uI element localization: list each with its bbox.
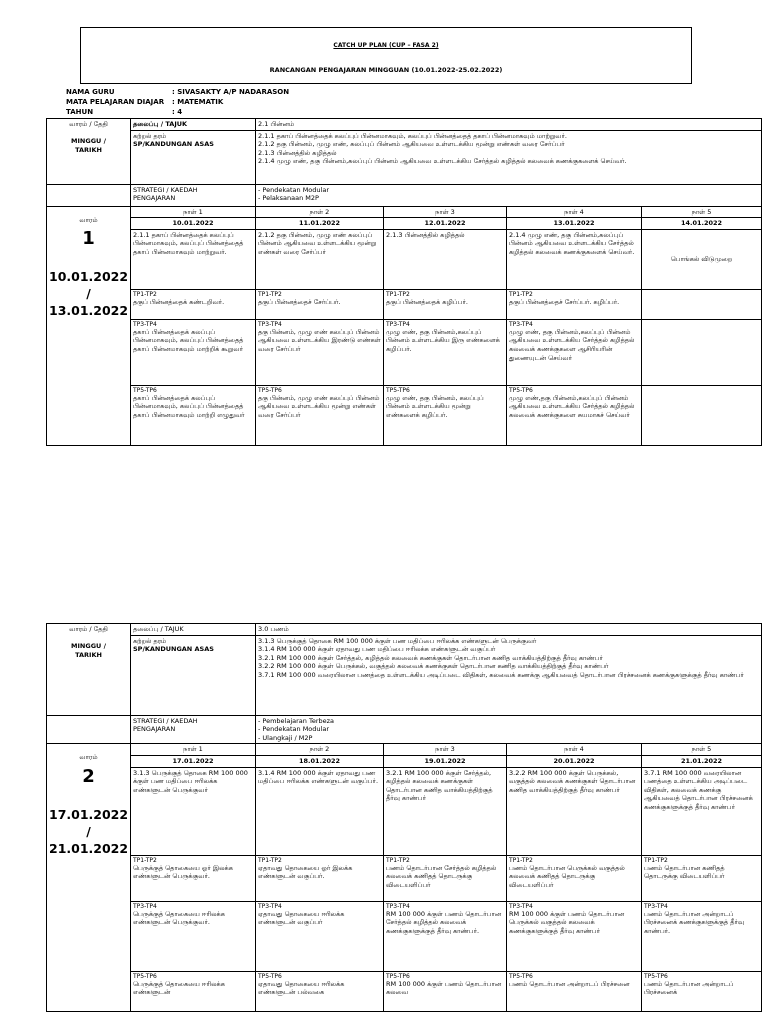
week-date-from: 10.01.2022 (49, 269, 129, 285)
tp-cell (256, 385, 384, 445)
table-row (47, 855, 762, 901)
tp-cell (507, 289, 642, 319)
day-label: நாள் 4 (507, 744, 642, 756)
day-date: 13.01.2022 (507, 218, 642, 230)
table-row (47, 130, 762, 184)
table-row (47, 901, 762, 971)
tp-label: TP1-TP2 (509, 856, 533, 864)
tp-cell (642, 971, 762, 1011)
list-item: 2.1.2 தகு பின்னம், முழு எண், கலப்புப் பின்னம் ஆகியவை உள்ளடக்கிய மூன்று எண்கள் வரை சேர்ப்பர் (258, 140, 565, 149)
tp-text: RM 100 000 க்குள் பணம் தொடர்பான சேர்த்தல் கழித்தல் கலவைக் கணக்குகளுக்குத் தீர்வு காண்பர். (386, 909, 502, 935)
tp-label: TP5-TP6 (644, 972, 668, 980)
tp-text: முழு எண், தகு பின்னம்,கலப்புப் பின்னம் உள்ளடக்கிய இரு எண்களைக் கழிப்பர். (386, 327, 500, 353)
tp-cell (642, 385, 762, 445)
tp-cell (131, 855, 256, 901)
tp-label: TP3-TP4 (386, 902, 410, 910)
week-number: 1 (82, 228, 95, 250)
tp-text: பணம் தொடர்பான அன்றாடப் பிரச்சனைக் (644, 979, 734, 997)
tp-text: பெருக்குத் தொகையை ஓர் இலக்க எண்களுடன் பெருக்குவர். (133, 863, 233, 881)
tp-text: ஏதாவது தொகையை ஈரிலக்க எண்களுடன் வகுப்பர் (258, 909, 345, 927)
tp-cell (384, 971, 507, 1011)
tp-text: தகுப் பின்னத்தைச் சேர்ப்பர். கழிப்பர். (509, 297, 620, 306)
tp-cell (507, 901, 642, 971)
day-date: 14.01.2022 (642, 218, 762, 230)
standard-cell: 3.2.1 RM 100 000 க்குள் சேர்த்தல், கழித்தல் கலவைக் கணக்குகள் தொடர்பான கணித வாக்கியத்திற்குத் தீர்வு காண்பர் (384, 767, 507, 855)
tp-text: முழு எண், தகு பின்னம்,கலப்புப் பின்னம் ஆகியவை உள்ளடக்கிய சேர்த்தல் கழித்தல் கலவைக் கணக்குகளை ஆசிரியரின் துணையுடன் செய்வர் (509, 327, 635, 362)
table-row (47, 715, 762, 744)
tp-label: TP3-TP4 (258, 320, 282, 328)
spacer (49, 788, 128, 806)
standard-cell: 2.1.2 தகு பின்னம், முழு எண் கலப்புப் பின்னம் ஆகியவை உள்ளடக்கிய மூன்று எண்கள் வரை சேர்ப்பர் (256, 229, 384, 289)
empty-cell (47, 184, 131, 206)
standard-cell: 3.2.2 RM 100 000 க்குள் பெருக்கல், வகுத்தல் கலவைக் கணக்குகள் தொடர்பான கணித வாக்கியத்திற்குத் தீர்வு காண்பர் (507, 767, 642, 855)
tp-cell (131, 901, 256, 971)
day-date: 19.01.2022 (384, 755, 507, 767)
day-label: நாள் 2 (256, 744, 384, 756)
info-mata-pelajaran (66, 98, 223, 106)
week-header-cell (47, 624, 131, 716)
minggu-ta-label: வாரம் (79, 215, 98, 224)
strategi-label-1: STRATEGI / KAEDAH (133, 185, 198, 194)
strategi-value (256, 715, 762, 744)
header-title-rpm: RANCANGAN PENGAJARAN MINGGUAN (10.01.2022-25.02.2022) (269, 66, 503, 74)
tajuk-label: தலைப்பு / TAJUK (131, 624, 256, 636)
table-row (47, 385, 762, 445)
tp-cell (131, 289, 256, 319)
tp-text: ஏதாவது தொகையை ஈரிலக்க எண்களுடன் பல்வகை (258, 979, 345, 997)
info-value: : 4 (172, 108, 183, 116)
tp-cell (256, 319, 384, 385)
tp-text: தகுப் பின்னத்தைக் கண்டறிவர். (133, 297, 225, 306)
sp-label: SP/KANDUNGAN ASAS (133, 645, 214, 654)
strategi-label-2: PENGAJARAN (133, 725, 176, 734)
tp-label: TP1-TP2 (386, 290, 410, 298)
week-header-label: வாரம் / தேதி (69, 120, 108, 128)
tp-text: முழு எண்,தகு பின்னம்,கலப்புப் பின்னம் ஆகியவை உள்ளடக்கிய சேர்த்தல் கழித்தல் கலவைக் கணக்குகளை சுயமாகச் செய்வர் (509, 393, 635, 419)
info-label: MATA PELAJARAN DIAJAR (66, 98, 165, 106)
list-item: 2.1.3 பின்னத்தில் கழித்தல் (258, 148, 337, 157)
tp-cell (131, 385, 256, 445)
tp-text: தகு பின்னம், முழு எண் கலப்புப் பின்னம் ஆகியவை உள்ளடக்கிய இரண்டு எண்கள் வரை சேர்ப்பர் (258, 327, 381, 353)
week-date-to: 21.01.2022 (49, 840, 129, 856)
tp-text: தகாப் பின்னத்தைக் கலப்புப் பின்னமாகவும், கலப்புப் பின்னத்தைத் தகாப் பின்னமாகவும் மாற்றிக் கூறுவர் (133, 327, 244, 353)
day-label: நாள் 4 (507, 206, 642, 218)
holiday-cell: பொங்கல் விடுமுறை (642, 229, 762, 289)
tp-text: பணம் தொடர்பான அன்றாடப் பிரச்சனை (509, 979, 630, 988)
week-date-slash: / (86, 823, 91, 839)
day-label: நாள் 2 (256, 206, 384, 218)
tp-label: TP1-TP2 (133, 856, 157, 864)
info-value: : MATEMATIK (172, 98, 224, 106)
table-row (47, 289, 762, 319)
tp-label: TP1-TP2 (258, 290, 282, 298)
tp-cell (384, 901, 507, 971)
table-row (47, 119, 762, 131)
tp-cell (642, 855, 762, 901)
tp-label: TP3-TP4 (133, 902, 157, 910)
tajuk-label: தலைப்பு / TAJUK (131, 119, 256, 131)
day-label: நாள் 3 (384, 206, 507, 218)
tp-text: தகு பின்னம், முழு எண் கலப்புப் பின்னம் ஆகியவை உள்ளடக்கிய மூன்று எண்கள் வரை சேர்ப்பர் (258, 393, 380, 419)
minggu-ta-label: வாரம் (79, 753, 98, 762)
standard-cell: 2.1.1 தகாப் பின்னத்தைக் கலப்புப் பின்னமாகவும், கலப்புப் பின்னத்தைத் தகாப் பின்னமாகவும் மாற்றுவர். (131, 229, 256, 289)
table-row (47, 755, 762, 767)
spacer (49, 250, 128, 268)
week-cell (47, 744, 131, 1011)
day-date: 17.01.2022 (131, 755, 256, 767)
day-date: 11.01.2022 (256, 218, 384, 230)
tp-label: TP5-TP6 (386, 972, 410, 980)
standard-cell: 3.1.4 RM 100 000 க்குள் ஏதாவது பண மதிப்பை ஈரிலக்க எண்களுடன் வகுப்பர். (256, 767, 384, 855)
list-item: 2.1.4 முழு எண், தகு பின்னம்,கலப்புப் பின்னம் ஆகியவை உள்ளடக்கிய சேர்த்தல் கழித்தல் கலவைக் கணக்குகளைக் செய்வர். (258, 157, 627, 166)
tarikh-label: TARIKH (75, 650, 102, 659)
table-row (47, 635, 762, 715)
tp-label: TP1-TP2 (258, 856, 282, 864)
tp-text: ஏதாவது தொகையை ஓர் இலக்க எண்களுடன் வகுப்பர். (258, 863, 353, 881)
strategi-label (131, 184, 256, 206)
tp-text: பணம் தொடர்பான அன்றாடப் பிரச்சனைக் கணக்குகளுக்குத் தீர்வு காண்பர். (644, 909, 745, 935)
strategi-label-2: PENGAJARAN (133, 194, 176, 203)
tp-cell (256, 855, 384, 901)
tp-cell (384, 289, 507, 319)
minggu-label: MINGGU / (71, 642, 106, 651)
week-cell (47, 206, 131, 445)
day-label: நாள் 5 (642, 206, 762, 218)
tajuk-value: 3.0 பணம் (256, 624, 762, 636)
list-item: 3.2.2 RM 100 000 க்குள் பெருக்கல், வகுத்தல் கலவைக் கணக்குகள் தொடர்பான கணித வாக்கியத்திற்குத் தீர்வு காண்பர் (258, 662, 609, 671)
tp-text: பெருக்குத் தொகையை ஈரிலக்க எண்களுடன் பெருக்குவர். (133, 909, 225, 927)
week2-plan-table (46, 623, 762, 1012)
sp-label-ta: கற்றல் தரம் (133, 636, 167, 645)
tp-label: TP5-TP6 (509, 386, 533, 394)
strategi-value (256, 184, 762, 206)
tp-text: RM 100 000 க்குள் பணம் தொடர்பான கலவை (386, 979, 502, 997)
tp-cell (642, 901, 762, 971)
info-label: NAMA GURU (66, 88, 115, 96)
header-title-cup: CATCH UP PLAN (CUP – FASA 2) (333, 42, 439, 49)
tp-label: TP5-TP6 (133, 972, 157, 980)
tarikh-label: TARIKH (75, 145, 102, 154)
tp-label: TP5-TP6 (509, 972, 533, 980)
list-item: 3.1.4 RM 100 000 க்குள் ஏதாவது பண மதிப்பை ஈரிலக்க எண்களுடன் வகுப்பர் (258, 645, 496, 654)
tp-text: RM 100 000 க்குள் பணம் தொடர்பான பெருக்கல் வகுத்தல் கலவைக் கணக்குகளுக்குத் தீர்வு காண்பர் (509, 909, 625, 935)
tp-cell (507, 971, 642, 1011)
sp-list (256, 635, 762, 715)
day-date: 12.01.2022 (384, 218, 507, 230)
tp-cell (642, 319, 762, 385)
tp-label: TP3-TP4 (258, 902, 282, 910)
sp-label: SP/KANDUNGAN ASAS (133, 140, 214, 149)
tp-text: பணம் தொடர்பான சேர்த்தல் கழித்தல் கலவைக் கணிதத் தொடருக்கு விடையளிப்பர் (386, 863, 497, 889)
table-row (47, 624, 762, 636)
sp-list (256, 130, 762, 184)
tp-label: TP1-TP2 (133, 290, 157, 298)
tp-cell (507, 319, 642, 385)
table-row (47, 744, 762, 756)
sp-label-ta: கற்றல் தரம் (133, 131, 167, 140)
info-value: : SIVASAKTY A/P NADARASON (172, 88, 290, 96)
sp-label-cell (131, 130, 256, 184)
tp-label: TP5-TP6 (386, 386, 410, 394)
tp-text: பணம் தொடர்பான பெருக்கல் வகுத்தல் கலவைக் கணிதத் தொடருக்கு விடையளிப்பர் (509, 863, 625, 889)
strategi-label-1: STRATEGI / KAEDAH (133, 716, 198, 725)
standard-cell: 2.1.3 பின்னத்தில் கழித்தல் (384, 229, 507, 289)
info-label: TAHUN (66, 108, 94, 116)
tp-text: தகுப் பின்னத்தைக் கழிப்பர். (386, 297, 468, 306)
tp-cell (384, 385, 507, 445)
info-guru (66, 88, 289, 96)
tp-text: முழு எண், தகு பின்னம், கலப்புப் பின்னம் உள்ளடக்கிய மூன்று எண்களைக் கழிப்பர். (386, 393, 484, 419)
tp-label: TP1-TP2 (644, 856, 668, 864)
tp-cell (507, 855, 642, 901)
week-date-from: 17.01.2022 (49, 806, 129, 822)
sp-label-cell (131, 635, 256, 715)
empty-cell (47, 715, 131, 744)
standard-cell: 3.1.3 பெருக்குத் தொகை RM 100 000 க்குள் பண மதிப்பை ஈரிலக்க எண்களுடன் பெருக்குவர் (131, 767, 256, 855)
tp-cell (507, 385, 642, 445)
tp-cell (642, 289, 762, 319)
tp-label: TP5-TP6 (258, 972, 282, 980)
tp-label: TP1-TP2 (386, 856, 410, 864)
standard-cell: 2.1.4 முழு எண், தகு பின்னம்,கலப்புப் பின்னம் ஆகியவை உள்ளடக்கிய சேர்த்தல் கழித்தல் கலவைக் கணக்குகளைக் செய்வர். (507, 229, 642, 289)
list-item: 3.2.1 RM 100 000 க்குள் சேர்த்தல், கழித்தல் கலவைக் கணக்குகள் தொடர்பான கணித வாக்கியத்திற்குத் தீர்வு காண்பர் (258, 653, 603, 662)
table-row (47, 319, 762, 385)
tp-cell (384, 319, 507, 385)
tp-text: பெருக்குத் தொகையை ஈரிலக்க எண்களுடன் (133, 979, 225, 997)
tp-cell (256, 971, 384, 1011)
header-box (80, 27, 692, 84)
standard-cell: 3.7.1 RM 100 000 வரையிலான பணத்தை உள்ளடக்கிய அடிப்படை விதிகள், கலவைக் கணக்கு ஆகியவைத் தொடர்பான பிரச்சனைக் கணக்குகளுக்குத் தீர்வு காண்பர் (642, 767, 762, 855)
list-item: - Pendekatan Modular (258, 185, 329, 194)
tp-label: TP3-TP4 (509, 320, 533, 328)
strategi-label (131, 715, 256, 744)
day-date: 18.01.2022 (256, 755, 384, 767)
table-row (47, 206, 762, 218)
list-item: - Pelaksanaan M2P (258, 194, 319, 203)
table-row (47, 767, 762, 855)
table-row (47, 229, 762, 289)
day-label: நாள் 1 (131, 744, 256, 756)
week-header-label: வாரம் / தேதி (69, 625, 108, 633)
week1-plan-table (46, 118, 762, 446)
tp-text: தகுப் பின்னத்தைச் சேர்ப்பர். (258, 297, 341, 306)
day-label: நாள் 1 (131, 206, 256, 218)
day-date: 21.01.2022 (642, 755, 762, 767)
list-item: - Pendekatan Modular (258, 725, 329, 734)
tp-text: பணம் தொடர்பான கணிதத் தொடருக்கு விடையளிப்பர் (644, 863, 725, 881)
list-item: 3.7.1 RM 100 000 வரையிலான பணத்தை உள்ளடக்கிய அடிப்படை விதிகள், கலவைக் கணக்கு ஆகியவைத் தொடர்பான பிரச்சனைக் கணக்குகளுக்குத் தீர்வு காண்பர் (258, 670, 744, 679)
minggu-label: MINGGU / (71, 137, 106, 146)
tp-cell (131, 971, 256, 1011)
info-tahun (66, 108, 182, 116)
tp-cell (131, 319, 256, 385)
tp-label: TP3-TP4 (509, 902, 533, 910)
table-row (47, 184, 762, 206)
day-label: நாள் 5 (642, 744, 762, 756)
table-row (47, 971, 762, 1011)
week-header-cell (47, 119, 131, 185)
day-date: 20.01.2022 (507, 755, 642, 767)
list-item: 2.1.1 தகாப் பின்னத்தைக் கலப்புப் பின்னமாகவும், கலப்புப் பின்னத்தைத் தகாப் பின்னமாகவும் மாற்றுவர். (258, 131, 567, 140)
tp-cell (256, 289, 384, 319)
tp-label: TP3-TP4 (644, 902, 668, 910)
tajuk-value: 2.1 பின்னம் (256, 119, 762, 131)
table-row (47, 218, 762, 230)
tp-cell (384, 855, 507, 901)
tp-label: TP1-TP2 (509, 290, 533, 298)
tp-cell (256, 901, 384, 971)
day-label: நாள் 3 (384, 744, 507, 756)
list-item: - Pembelajaran Terbeza (258, 716, 335, 725)
list-item: 3.1.3 பெருக்குத் தொகை RM 100 000 க்குள் பண மதிப்பை ஈரிலக்க எண்களுடன் பெருக்குவர் (258, 636, 537, 645)
week-date-to: 13.01.2022 (49, 303, 129, 319)
tp-label: TP3-TP4 (386, 320, 410, 328)
list-item: - Ulangkaji / M2P (258, 733, 313, 742)
tp-label: TP5-TP6 (258, 386, 282, 394)
tp-label: TP5-TP6 (133, 386, 157, 394)
tp-text: தகாப் பின்னத்தைக் கலப்புப் பின்னமாகவும், கலப்புப் பின்னத்தைத் தகாப் பின்னமாகவும் மாற்றி எழுதுவர் (133, 393, 245, 419)
week-number: 2 (82, 765, 95, 787)
tp-label: TP3-TP4 (133, 320, 157, 328)
week-date-slash: / (86, 286, 91, 302)
day-date: 10.01.2022 (131, 218, 256, 230)
